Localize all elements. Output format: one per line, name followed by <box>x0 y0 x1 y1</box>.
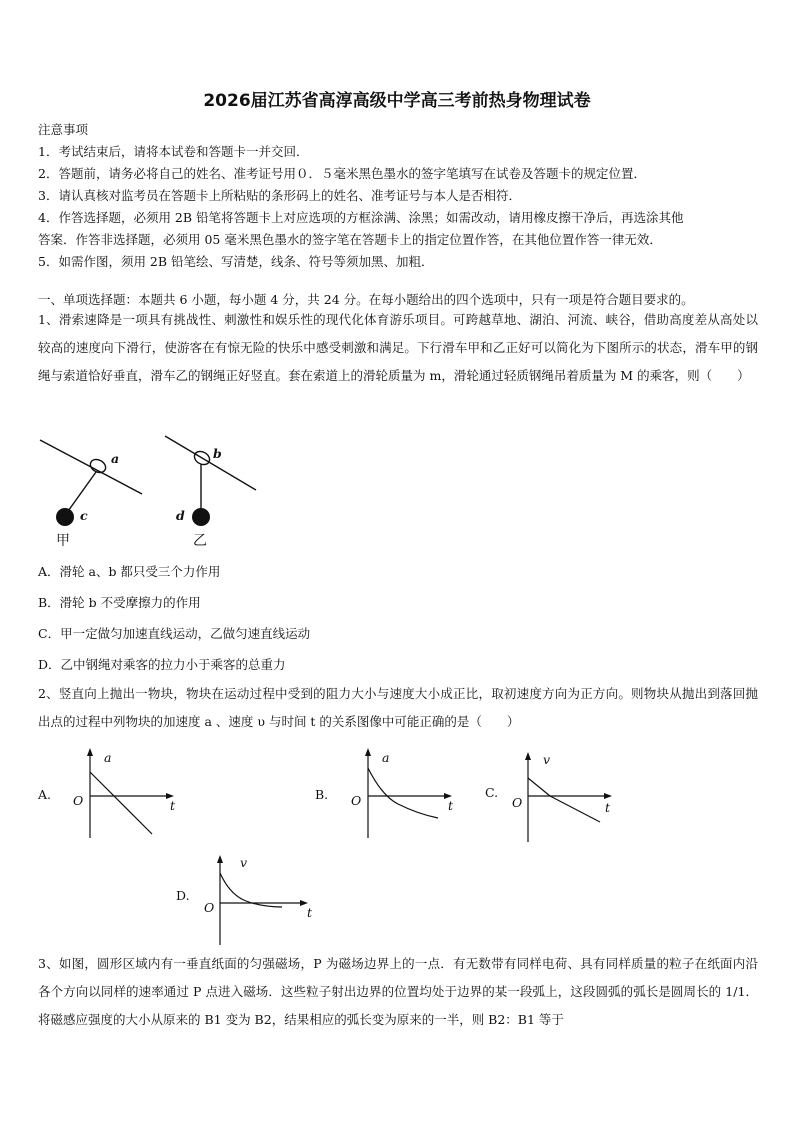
graph-a-curve <box>90 772 152 834</box>
graph-d-origin: O <box>204 900 215 915</box>
notice-heading: 注意事项 <box>38 122 89 137</box>
graph-d-curve <box>220 873 282 907</box>
page-title: 2026届江苏省高淳高级中学高三考前热身物理试卷 <box>203 91 591 111</box>
graph-c-origin: O <box>512 795 523 810</box>
graph-d <box>216 855 312 947</box>
q1-option-a: A．滑轮 a、b 都只受三个力作用 <box>38 564 221 579</box>
notice-item-1: 1．考试结束后，请将本试卷和答题卡一并交回． <box>38 144 309 159</box>
notice-item-2: 2．答题前，请务必将自己的姓名、准考证号用０．５毫米黑色墨水的签字笔填写在试卷及答题卡的规定位置． <box>38 166 646 181</box>
graph-c-yaxis: v <box>543 752 551 767</box>
label-a: a <box>111 451 120 466</box>
notice-item-4-cont: 答案．作答非选择题，必须用 05 毫米黑色墨水的签字笔在答题卡上的指定位置作答，在其他位置作答一律无效． <box>38 232 662 247</box>
label-yi: 乙 <box>193 533 207 549</box>
label-jia: 甲 <box>56 533 70 549</box>
notice-item-5: 5．如需作图，须用 2B 铅笔绘、写清楚，线条、符号等须加黑、加粗． <box>38 254 434 269</box>
graph-b-xaxis: t <box>448 798 454 813</box>
graph-b-yaxis: a <box>382 750 390 765</box>
graph-c <box>524 752 616 844</box>
q1-option-b: B．滑轮 b 不受摩擦力的作用 <box>38 595 201 610</box>
notice-item-4: 4．作答选择题，必须用 2B 铅笔将答题卡上对应选项的方框涂满、涂黑；如需改动，请用橡皮擦干净后，再选涂其他 <box>38 210 684 225</box>
graph-d-xaxis: t <box>307 905 313 920</box>
passenger-c <box>56 508 74 526</box>
graph-a-origin: O <box>73 793 84 808</box>
graph-d-yaxis: v <box>240 855 248 870</box>
graph-a-label: A. <box>38 787 52 802</box>
graph-a-xaxis: t <box>170 798 176 813</box>
graph-b-curve <box>368 768 438 818</box>
label-c: c <box>80 508 88 523</box>
graph-a-yaxis: a <box>104 750 112 765</box>
graph-c-segment-2 <box>550 796 600 822</box>
rope-line-yi <box>165 436 256 490</box>
label-b: b <box>213 446 222 461</box>
passenger-d <box>192 508 210 526</box>
question-1-text: 1、滑索速降是一项具有挑战性、刺激性和娱乐性的现代化体育游乐项目。可跨越草地、湖泊、河流、峡谷，借助高度差从高处以较高的速度向下滑行，使游客在有惊无险的快乐中感受刺激和满足。下行滑车甲和乙正好可以简化为下图所示的状态，滑车甲的钢绳与索道恰好垂直，滑车乙的钢绳正好竖直。套在索道上的滑轮质量为 m，滑轮通过轻质钢绳吊着质量为 M 的乘客，则（ ） <box>38 312 758 383</box>
q1-option-c: C．甲一定做匀加速直线运动，乙做匀速直线运动 <box>38 626 311 641</box>
notice-item-3: 3．请认真核对监考员在答题卡上所粘贴的条形码上的姓名、准考证号与本人是否相符． <box>38 188 521 203</box>
graph-c-xaxis: t <box>605 800 611 815</box>
graph-a <box>86 748 176 840</box>
graph-c-segment-1 <box>528 778 550 796</box>
graph-c-label: C. <box>485 785 499 800</box>
graph-b <box>364 748 454 840</box>
q1-option-d: D．乙中钢绳对乘客的拉力小于乘客的总重力 <box>38 657 286 672</box>
question-3-text: 3、如图，圆形区域内有一垂直纸面的匀强磁场，P 为磁场边界上的一点．有无数带有同样电荷、具有同样质量的粒子在纸面内沿各个方向以同样的速率通过 P 点进入磁场．这些粒子射出边界的位置均处于边界的某一段弧上，这段圆弧的弧长是圆周长的 1/1．将磁感应强度的大小从原来的 B1 变为 B2，结果相应的弧长变为原来的一半，则 B2：B1 等于 <box>38 956 758 1027</box>
graph-d-label: D. <box>176 888 190 903</box>
graph-b-label: B. <box>315 787 329 802</box>
label-d: d <box>176 508 185 523</box>
question-2-text: 2、竖直向上抛出一物块，物块在运动过程中受到的阻力大小与速度大小成正比，取初速度方向为正方向。则物块从抛出到落回抛出点的过程中列物块的加速度 a 、速度 υ 与时间 t 的关系图像中可能正确的是（ ） <box>38 686 758 729</box>
graph-b-origin: O <box>351 793 362 808</box>
pulley-a <box>88 457 108 475</box>
section-heading: 一、单项选择题：本题共 6 小题，每小题 4 分，共 24 分。在每小题给出的四个选项中，只有一项是符合题目要求的。 <box>38 292 694 307</box>
